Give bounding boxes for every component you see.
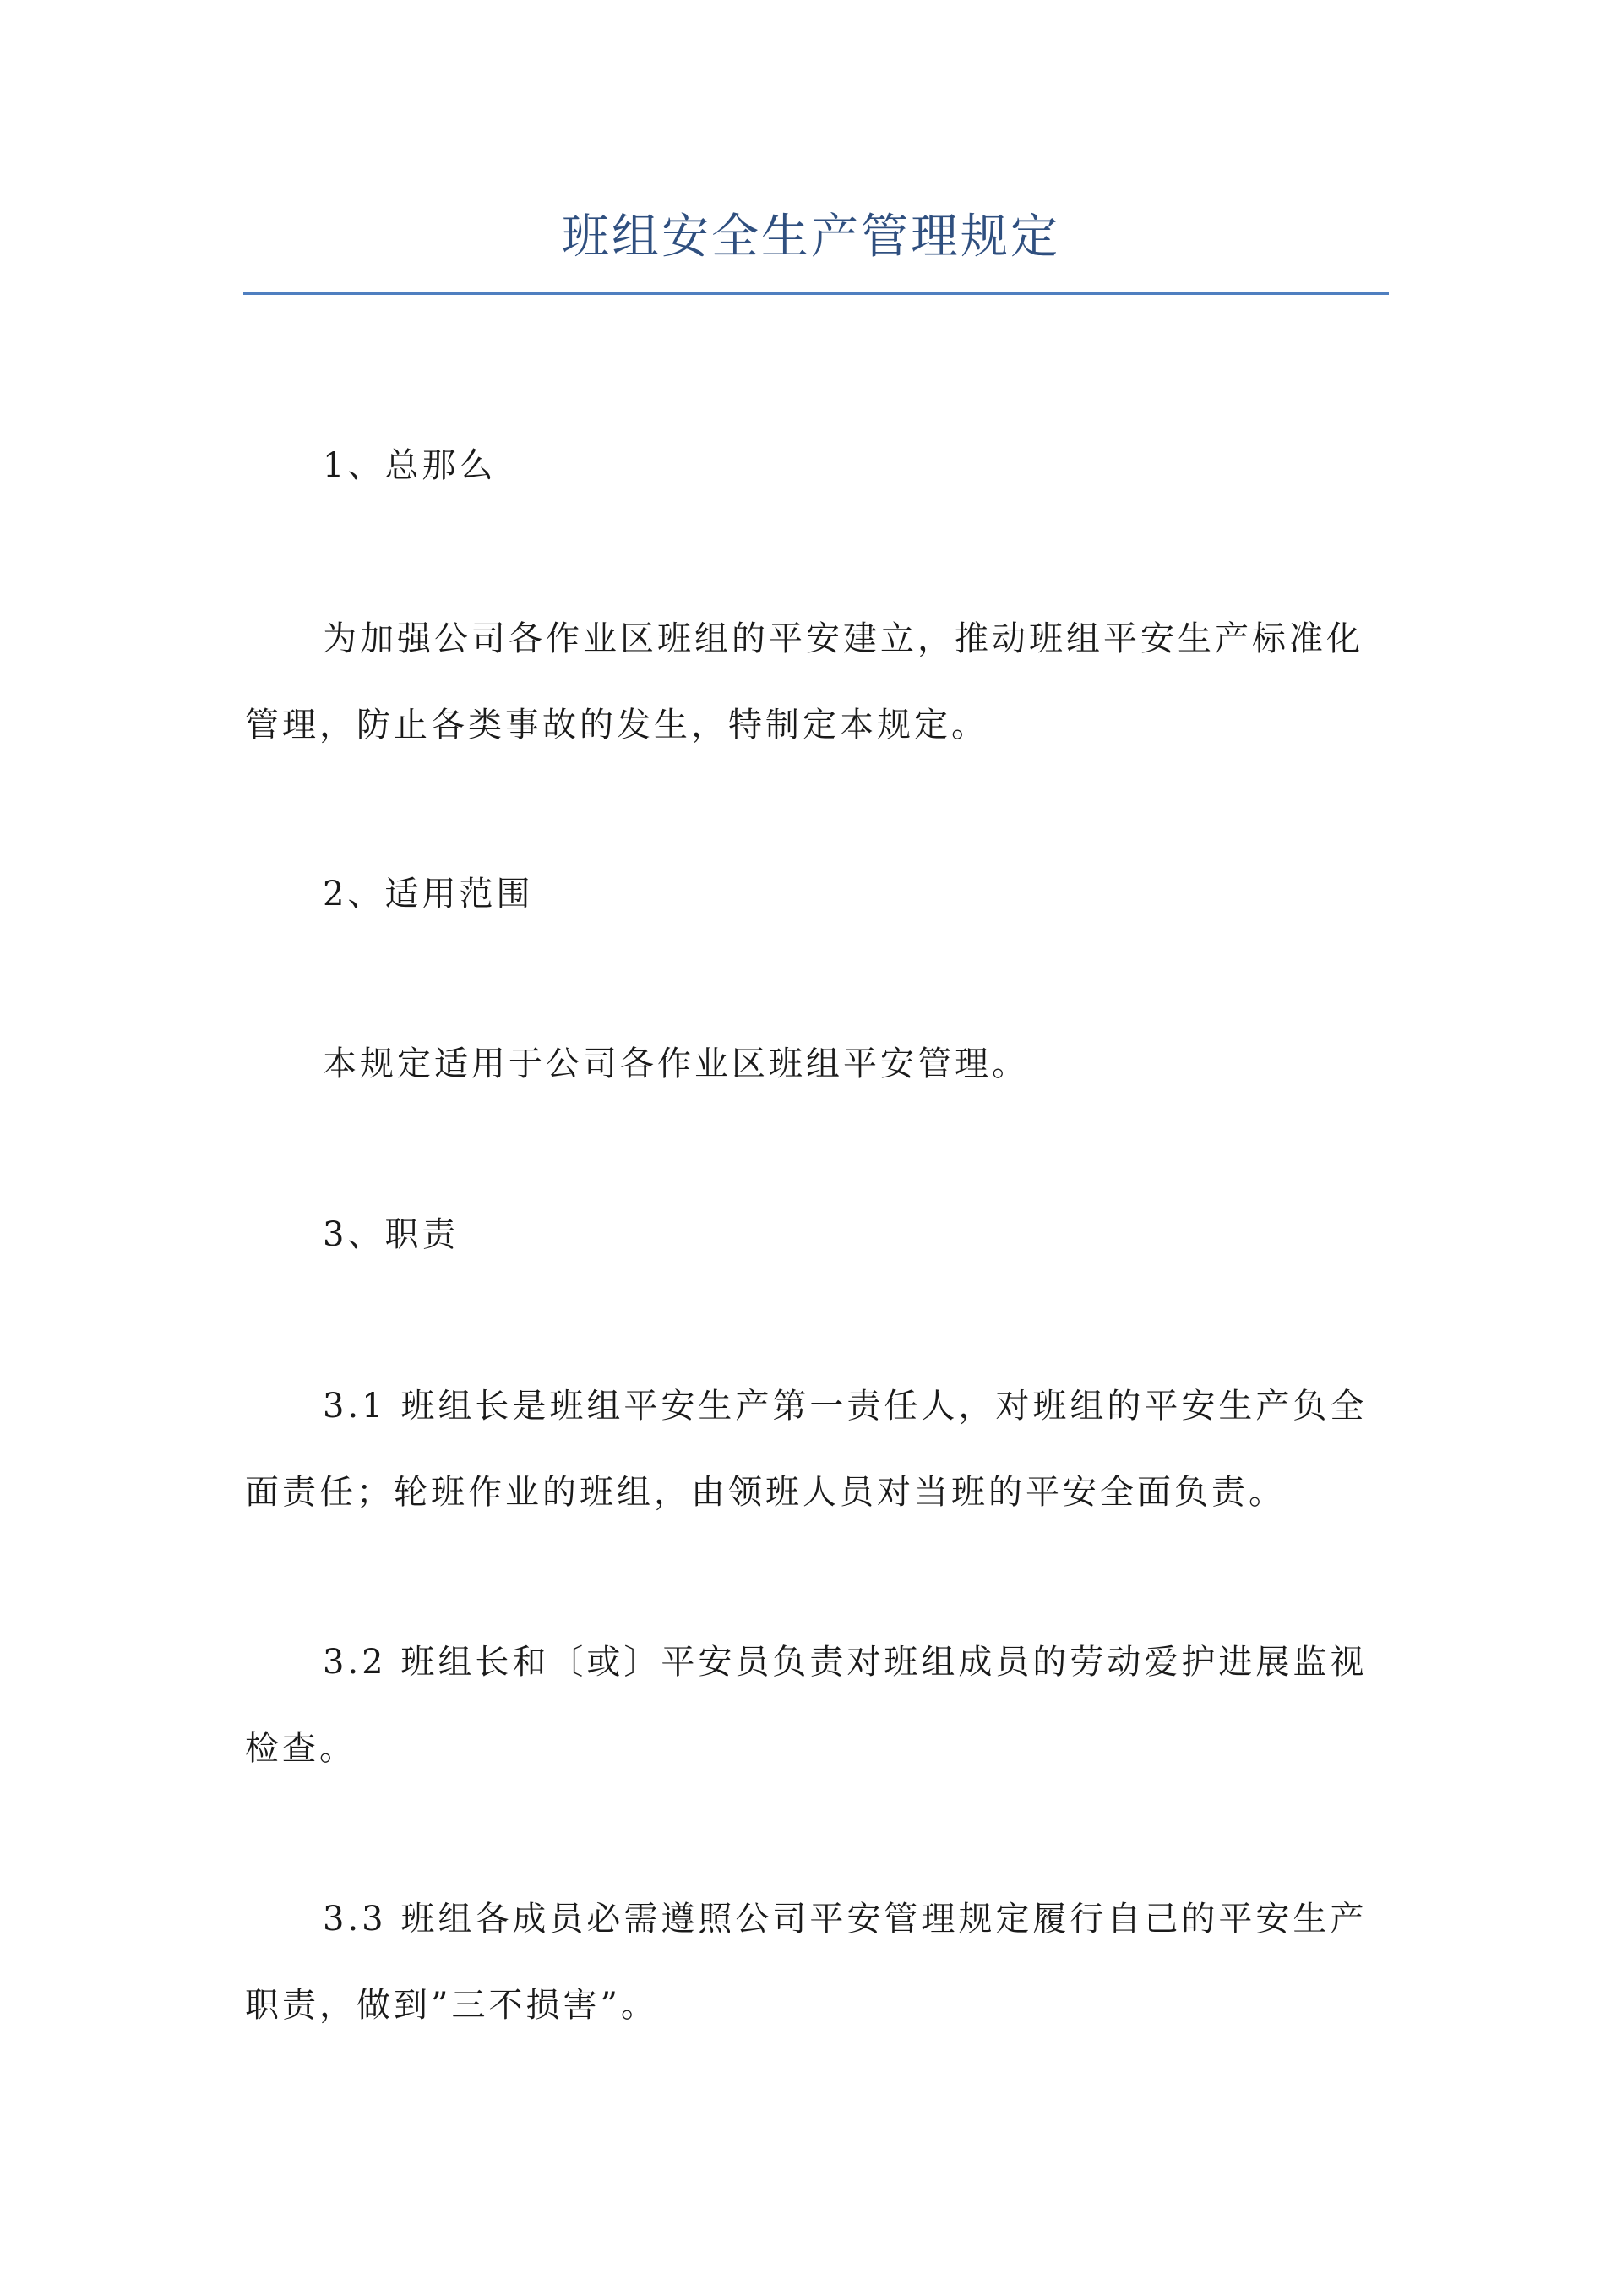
paragraph-line: 3.1 班组长是班组平安生产第一责任人，对班组的平安生产负全 (323, 1387, 1368, 1426)
paragraph-line: 3.2 班组长和〔或〕平安员负责对班组成员的劳动爱护进展监视 (323, 1643, 1368, 1682)
clause-3-1 (245, 1363, 1391, 1535)
paragraph-line: 职责，做到”三不损害”。 (245, 1986, 658, 2025)
paragraph-line: 面责任；轮班作业的班组，由领班人员对当班的平安全面负责。 (245, 1473, 1286, 1512)
section-2-heading-block (245, 851, 1391, 937)
section-1-paragraph (245, 596, 1391, 768)
section-1-heading-block (245, 423, 1391, 509)
paragraph-line: 本规定适用于公司各作业区班组平安管理。 (323, 1044, 1029, 1083)
clause-3-2 (245, 1619, 1391, 1792)
paragraph-line: 3.3 班组各成员必需遵照公司平安管理规定履行自己的平安生产 (323, 1900, 1368, 1939)
paragraph-line: 检查。 (245, 1729, 357, 1768)
title-underline (243, 292, 1389, 295)
section-heading: 2、适用范围 (323, 875, 534, 913)
section-heading: 3、职责 (323, 1215, 460, 1254)
section-heading: 1、总那么 (323, 446, 497, 485)
document-title: 班组安全生产管理规定 (562, 210, 1060, 265)
clause-3-3 (245, 1876, 1391, 2048)
paragraph-line: 为加强公司各作业区班组的平安建立，推动班组平安生产标准化 (323, 619, 1363, 658)
section-2-paragraph (245, 1021, 1391, 1107)
paragraph-line: 管理，防止各类事故的发生，特制定本规定。 (245, 706, 988, 744)
section-3-heading-block (245, 1192, 1391, 1278)
